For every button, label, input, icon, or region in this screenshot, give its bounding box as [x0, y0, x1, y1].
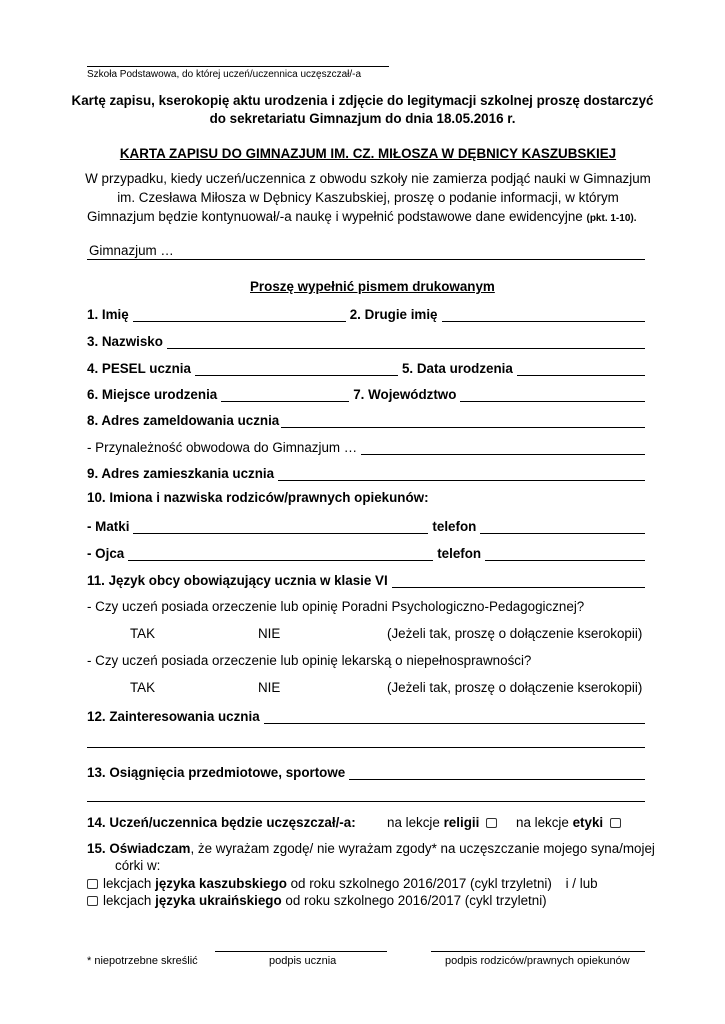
birth-place-label: 6. Miejsce urodzenia: [87, 387, 218, 402]
row-district: [87, 437, 645, 455]
student-signature-label: podpis ucznia: [269, 955, 337, 967]
foreign-language-label: 11. Język obcy obowiązujący ucznia w klasie VI: [87, 573, 388, 588]
row-father: [87, 543, 645, 561]
question-ppp-yes[interactable]: TAK: [130, 626, 156, 641]
question-medical: - Czy uczeń posiada orzeczenie lub opinię lekarską o niepełnosprawności?: [87, 653, 532, 668]
mother-phone-input[interactable]: [480, 518, 645, 534]
ethics-label: etyki: [572, 815, 604, 830]
intro-line-1: W przypadku, kiedy uczeń/uczennica z obwodu szkoły nie zamierza podjąć nauki w Gimnazjum: [85, 171, 651, 186]
achievements-input[interactable]: [349, 764, 645, 780]
row-foreign-language: [87, 570, 645, 588]
parent-signature-line[interactable]: [431, 951, 645, 952]
question-medical-note: (Jeżeli tak, proszę o dołączenie kserokopii): [387, 680, 643, 695]
religion-option: [387, 815, 497, 830]
ethics-option: [516, 815, 621, 830]
kashubian-post: od roku szkolnego 2016/2017 (cykl trzyletni): [290, 876, 552, 891]
row-achievements: [87, 762, 645, 780]
attendance-label: 14. Uczeń/uczennica będzie uczęszczał/-a:: [87, 815, 356, 830]
district-label: - Przynależność obwodowa do Gimnazjum …: [87, 440, 358, 455]
achievements-input-line-2[interactable]: [87, 801, 645, 802]
row-last-name: [87, 331, 645, 349]
row-interests: [87, 706, 645, 724]
registered-address-input[interactable]: [281, 412, 645, 428]
row-first-name: [87, 304, 645, 322]
achievements-label: 13. Osiągnięcia przedmiotowe, sportowe: [87, 765, 346, 780]
birth-date-input[interactable]: [517, 360, 645, 376]
question-medical-yes[interactable]: TAK: [130, 680, 156, 695]
interests-input-line-2[interactable]: [87, 747, 645, 748]
declaration-line-2: córki w:: [115, 858, 161, 873]
footnote: * niepotrzebne skreślić: [87, 955, 198, 967]
question-ppp-no[interactable]: NIE: [258, 626, 281, 641]
ukrainian-post: od roku szkolnego 2016/2017 (cykl trzyletni): [285, 893, 547, 908]
declaration-text: , że wyrażam zgodę/ nie wyrażam zgody* na uczęszczanie mojego syna/mojej: [190, 841, 655, 856]
intro-line-3-text: Gimnazjum będzie kontynuował/-a naukę i wypełnić podstawowe dane ewidencyjne: [87, 209, 583, 224]
row-residence-address: [87, 463, 645, 481]
ethics-checkbox[interactable]: [610, 818, 621, 828]
mother-phone-label: telefon: [432, 519, 477, 534]
ukrainian-label: języka ukraińskiego: [155, 893, 282, 908]
notice-line-1: Kartę zapisu, kserokopię aktu urodzenia i zdjęcie do legitymacji szkolnej proszę dostarczyć: [71, 93, 654, 108]
intro-line-3: [87, 209, 637, 224]
row-registered-address: [87, 410, 645, 428]
interests-input[interactable]: [264, 708, 645, 724]
parents-heading: 10. Imiona i nazwiska rodziców/prawnych opiekunów:: [87, 490, 429, 505]
kashubian-option: [87, 876, 598, 891]
father-phone-input[interactable]: [485, 545, 645, 561]
religion-checkbox[interactable]: [486, 818, 497, 828]
foreign-language-input[interactable]: [392, 572, 645, 588]
school-name-line[interactable]: [87, 66, 389, 67]
middle-name-label: 2. Drugie imię: [349, 307, 438, 322]
mother-name-input[interactable]: [133, 518, 428, 534]
interests-label: 12. Zainteresowania ucznia: [87, 709, 260, 724]
father-label: - Ojca: [87, 546, 125, 561]
first-name-label: 1. Imię: [87, 307, 129, 322]
middle-name-input[interactable]: [442, 306, 646, 322]
notice-line-2: do sekretariatu Gimnazjum do dnia 18.05.2016 r.: [209, 111, 516, 126]
residence-address-label: 9. Adres zamieszkania ucznia: [87, 466, 275, 481]
intro-line-3-note: (pkt. 1-10).: [586, 213, 637, 224]
question-ppp: - Czy uczeń posiada orzeczenie lub opinię Poradni Psychologiczno-Pedagogicznej?: [87, 599, 585, 614]
intro-line-2: im. Czesława Miłosza w Dębnicy Kaszubskiej, proszę o podanie informacji, w którym: [117, 190, 619, 205]
last-name-label: 3. Nazwisko: [87, 334, 163, 349]
row-birth-place: [87, 384, 645, 402]
declaration-line-1: [87, 841, 655, 856]
district-input[interactable]: [361, 439, 645, 455]
kashubian-pre: lekcjach: [103, 876, 152, 891]
parent-signature-label: podpis rodziców/prawnych opiekunów: [445, 955, 630, 967]
row-mother: [87, 516, 645, 534]
pesel-label: 4. PESEL ucznia: [87, 361, 191, 376]
religion-prefix: na lekcje: [387, 815, 440, 830]
row-pesel: [87, 358, 645, 376]
kashubian-and-or: i / lub: [565, 876, 598, 891]
question-ppp-note: (Jeżeli tak, proszę o dołączenie kserokopii): [387, 626, 643, 641]
kashubian-label: języka kaszubskiego: [155, 876, 287, 891]
pesel-input[interactable]: [195, 360, 398, 376]
birth-date-label: 5. Data urodzenia: [401, 361, 513, 376]
ethics-prefix: na lekcje: [516, 815, 569, 830]
residence-address-input[interactable]: [278, 465, 645, 481]
registered-address-label: 8. Adres zameldowania ucznia: [87, 413, 280, 428]
ukrainian-option: [87, 893, 547, 908]
religion-label: religii: [443, 815, 480, 830]
declaration-label: 15. Oświadczam: [87, 841, 191, 856]
province-input[interactable]: [460, 386, 645, 402]
question-medical-no[interactable]: NIE: [258, 680, 281, 695]
first-name-input[interactable]: [133, 306, 346, 322]
province-label: 7. Województwo: [353, 387, 457, 402]
form-title: KARTA ZAPISU DO GIMNAZJUM IM. CZ. MIŁOSZA W DĘBNICY KASZUBSKIEJ: [119, 146, 617, 161]
mother-label: - Matki: [87, 519, 130, 534]
gimnazjum-input[interactable]: [87, 259, 645, 260]
gimnazjum-label: Gimnazjum …: [89, 243, 174, 258]
ukrainian-checkbox[interactable]: [87, 896, 98, 906]
father-phone-label: telefon: [437, 546, 482, 561]
ukrainian-pre: lekcjach: [103, 893, 152, 908]
father-name-input[interactable]: [128, 545, 433, 561]
last-name-input[interactable]: [167, 333, 645, 349]
school-label: Szkoła Podstawowa, do której uczeń/uczennica uczęszczał/-a: [87, 69, 362, 80]
print-instruction: Proszę wypełnić pismem drukowanym: [250, 279, 495, 294]
kashubian-checkbox[interactable]: [87, 879, 98, 889]
student-signature-line[interactable]: [215, 951, 387, 952]
birth-place-input[interactable]: [221, 386, 349, 402]
